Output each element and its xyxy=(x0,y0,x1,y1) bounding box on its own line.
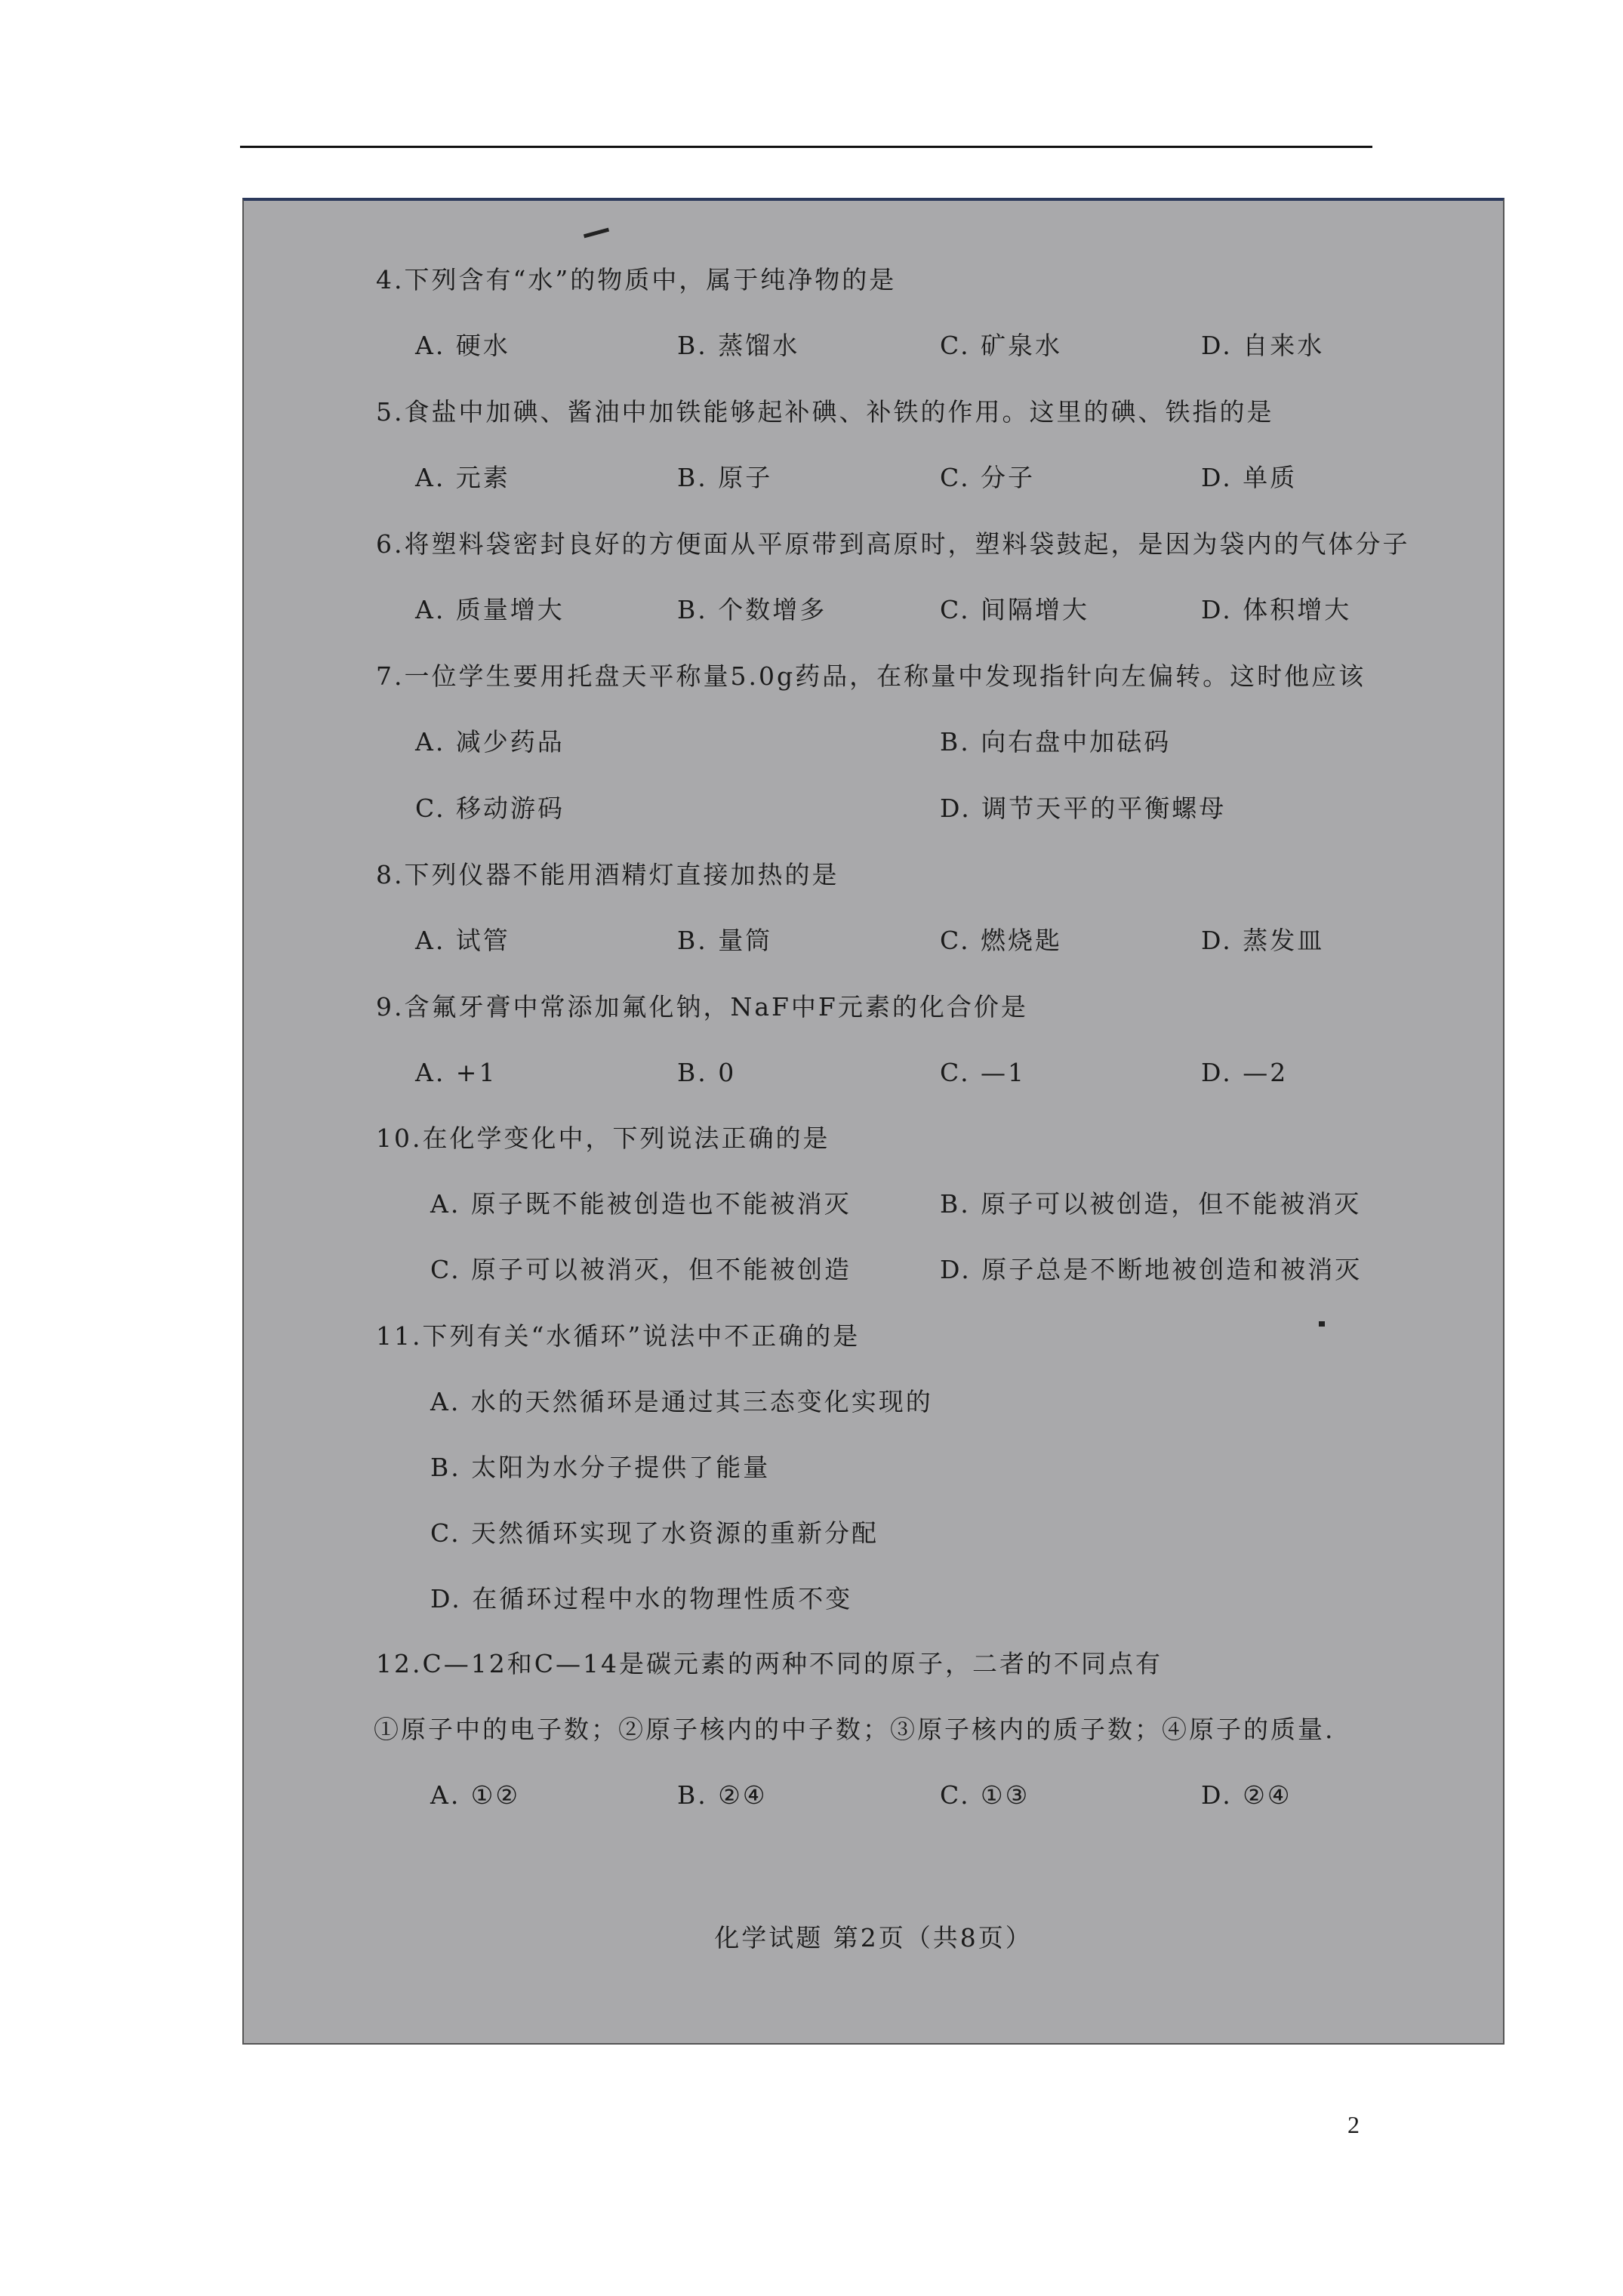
question-7-option-b: B. 向右盘中加砝码 xyxy=(940,727,1172,757)
question-10-option-c: C. 原子可以被消灭，但不能被创造 xyxy=(430,1255,852,1284)
question-12-statement: ①原子中的电子数；②原子核内的中子数；③原子核内的质子数；④原子的质量. xyxy=(374,1715,1335,1744)
scanned-exam-page xyxy=(242,198,1504,2045)
question-9-stem: 9.含氟牙膏中常添加氟化钠，NaF中F元素的化合价是 xyxy=(376,992,1028,1022)
question-5-option-d: D. 单质 xyxy=(1201,463,1298,492)
question-4-option-d: D. 自来水 xyxy=(1201,331,1325,360)
question-7-stem: 7.一位学生要用托盘天平称量5.0g药品，在称量中发现指针向左偏转。这时他应该 xyxy=(376,661,1366,691)
question-4-option-c: C. 矿泉水 xyxy=(940,331,1063,360)
question-11-option-b: B. 太阳为水分子提供了能量 xyxy=(430,1453,771,1482)
exam-footer: 化学试题 第2页（共8页） xyxy=(714,1923,1033,1952)
question-12-stem: 12.C—12和C—14是碳元素的两种不同的原子，二者的不同点有 xyxy=(376,1649,1163,1678)
page-number: 2 xyxy=(1347,2111,1360,2138)
question-5-option-c: C. 分子 xyxy=(940,463,1036,492)
question-11-option-d: D. 在循环过程中水的物理性质不变 xyxy=(430,1584,853,1613)
question-6-option-a: A. 质量增大 xyxy=(415,595,565,624)
question-11-stem: 11.下列有关“水循环”说法中不正确的是 xyxy=(376,1321,861,1351)
question-9-option-c: C. —1 xyxy=(940,1058,1027,1087)
question-12-option-d: D. ②④ xyxy=(1201,1780,1292,1810)
question-10-option-d: D. 原子总是不断地被创造和被消灭 xyxy=(940,1255,1363,1284)
stray-dot-mark xyxy=(1319,1321,1325,1327)
question-8-option-b: B. 量筒 xyxy=(677,926,773,955)
question-9-option-b: B. 0 xyxy=(677,1058,737,1087)
question-6-stem: 6.将塑料袋密封良好的方便面从平原带到高原时，塑料袋鼓起，是因为袋内的气体分子 xyxy=(376,529,1410,559)
question-4-stem: 4.下列含有“水”的物质中，属于纯净物的是 xyxy=(376,265,897,294)
question-8-stem: 8.下列仪器不能用酒精灯直接加热的是 xyxy=(376,860,839,889)
stray-pen-mark xyxy=(584,228,609,239)
question-10-option-b: B. 原子可以被创造，但不能被消灭 xyxy=(940,1189,1362,1219)
question-11-option-c: C. 天然循环实现了水资源的重新分配 xyxy=(430,1518,879,1548)
question-4-option-a: A. 硬水 xyxy=(415,331,510,360)
question-7-option-a: A. 减少药品 xyxy=(415,727,565,757)
question-9-option-d: D. —2 xyxy=(1201,1058,1289,1087)
question-6-option-b: B. 个数增多 xyxy=(677,595,827,624)
question-8-option-c: C. 燃烧匙 xyxy=(940,926,1063,955)
question-5-option-a: A. 元素 xyxy=(415,463,510,492)
question-12-option-c: C. ①③ xyxy=(940,1780,1030,1810)
question-10-stem: 10.在化学变化中，下列说法正确的是 xyxy=(376,1123,830,1153)
question-10-option-a: A. 原子既不能被创造也不能被消灭 xyxy=(430,1189,852,1219)
question-5-stem: 5.食盐中加碘、酱油中加铁能够起补碘、补铁的作用。这里的碘、铁指的是 xyxy=(376,397,1274,427)
question-8-option-d: D. 蒸发皿 xyxy=(1201,926,1325,955)
question-12-option-b: B. ②④ xyxy=(677,1780,768,1810)
question-7-option-c: C. 移动游码 xyxy=(415,794,565,823)
question-7-option-d: D. 调节天平的平衡螺母 xyxy=(940,794,1227,823)
question-8-option-a: A. 试管 xyxy=(415,926,510,955)
question-11-option-a: A. 水的天然循环是通过其三态变化实现的 xyxy=(430,1387,933,1416)
question-6-option-c: C. 间隔增大 xyxy=(940,595,1090,624)
question-12-option-a: A. ①② xyxy=(430,1780,520,1810)
header-rule xyxy=(240,146,1372,148)
question-6-option-d: D. 体积增大 xyxy=(1201,595,1352,624)
question-5-option-b: B. 原子 xyxy=(677,463,773,492)
question-9-option-a: A. +1 xyxy=(415,1058,497,1087)
question-4-option-b: B. 蒸馏水 xyxy=(677,331,800,360)
